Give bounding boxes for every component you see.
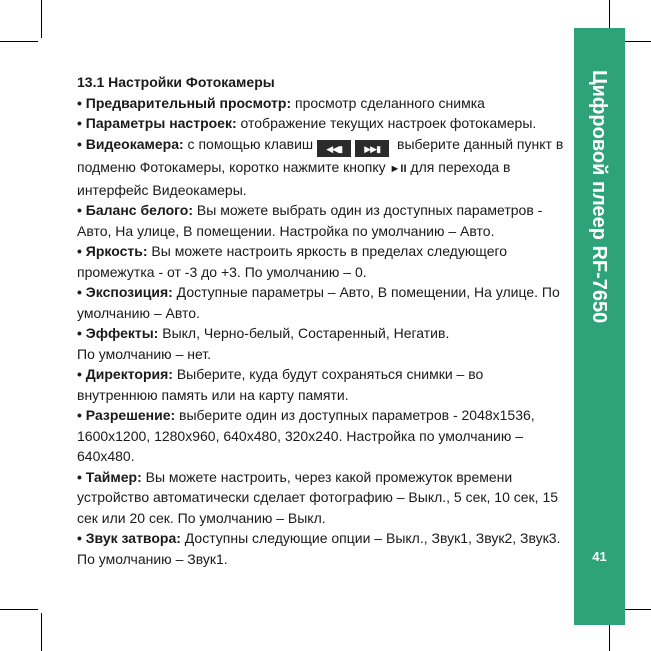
side-tab-title	[578, 70, 620, 380]
item-text: Вы можете настроить, через какой промежуток времени устройство автоматически сделает фотографию – Выкл., 5 сек, 10 сек, 15 сек или 20 сек. По умолчанию – Выкл.	[77, 468, 559, 526]
item-text: Выберите, куда будут сохраняться снимки – во внутреннюю память или на карту памяти.	[77, 366, 484, 403]
list-item	[77, 113, 567, 134]
item-text: Вы можете настроить яркость в пределах следующего промежутка - от -3 до +3. По умолчанию – 0.	[77, 243, 508, 280]
item-label: • Разрешение:	[77, 407, 176, 424]
list-item	[77, 364, 567, 405]
list-item	[77, 134, 567, 201]
play-pause-icon: ►II	[389, 163, 407, 176]
crop-mark	[41, 613, 42, 651]
key-icons	[317, 140, 389, 157]
list-item	[77, 93, 567, 114]
item-text: Доступные параметры – Авто, В помещении, На улице. По умолчанию – Авто.	[77, 284, 560, 321]
item-label: • Таймер:	[77, 468, 142, 485]
crop-mark	[0, 41, 38, 42]
list-item	[77, 528, 567, 569]
item-label: • Параметры настроек:	[77, 115, 237, 131]
side-tab-title-text: Цифровой плеер RF-7650	[588, 70, 610, 324]
item-label: • Видеокамера:	[77, 135, 184, 152]
list-item	[77, 282, 567, 323]
page-number: 41	[592, 549, 607, 564]
rewind-double-icon: ◀◀▮	[317, 140, 351, 157]
list-item	[77, 405, 567, 467]
item-text: По умолчанию – нет.	[77, 345, 212, 362]
list-item	[77, 467, 567, 529]
item-text: отображение текущих настроек фотокамеры.	[236, 115, 537, 131]
item-text: просмотр сделанного снимка	[291, 94, 485, 111]
item-label: • Яркость:	[77, 243, 148, 260]
list-item	[77, 241, 567, 282]
item-label: • Баланс белого:	[77, 202, 194, 219]
item-text: для перехода в интерфейс Видеокамеры.	[77, 159, 511, 198]
list-item	[77, 323, 567, 364]
list-item	[77, 200, 567, 241]
crop-mark	[41, 0, 42, 38]
item-text: выберите один из доступных параметров - 2048x1536, 1600x1200, 1280x960, 640x480, 320x240. Настройка по умолчанию – 640x480.	[77, 407, 535, 465]
crop-mark	[0, 609, 38, 610]
item-label: • Звук затвора:	[77, 530, 181, 547]
item-text: выберите данный пункт в подменю Фотокамеры, коротко нажмите кнопку	[77, 135, 564, 176]
item-label: • Директория:	[77, 366, 173, 383]
fast-forward-double-icon: ▶▶▮	[355, 140, 389, 157]
item-text: Доступны следующие опции – Выкл., Звук1, Звук2, Звук3. По умолчанию – Звук1.	[77, 530, 561, 567]
item-label: • Предварительный просмотр:	[77, 94, 292, 111]
item-text: Выкл, Черно-белый, Состаренный, Негатив.	[158, 325, 450, 342]
section-heading: 13.1 Настройки Фотокамеры	[77, 74, 275, 90]
item-text: с помощью клавиш	[183, 135, 314, 152]
item-label: • Эффекты:	[77, 325, 159, 342]
item-text: Вы можете выбрать один из доступных параметров - Авто, На улице, В помещении. Настройка по умолчанию – Авто.	[77, 202, 543, 239]
item-label: • Экспозиция:	[77, 284, 173, 301]
page-content	[77, 72, 567, 569]
